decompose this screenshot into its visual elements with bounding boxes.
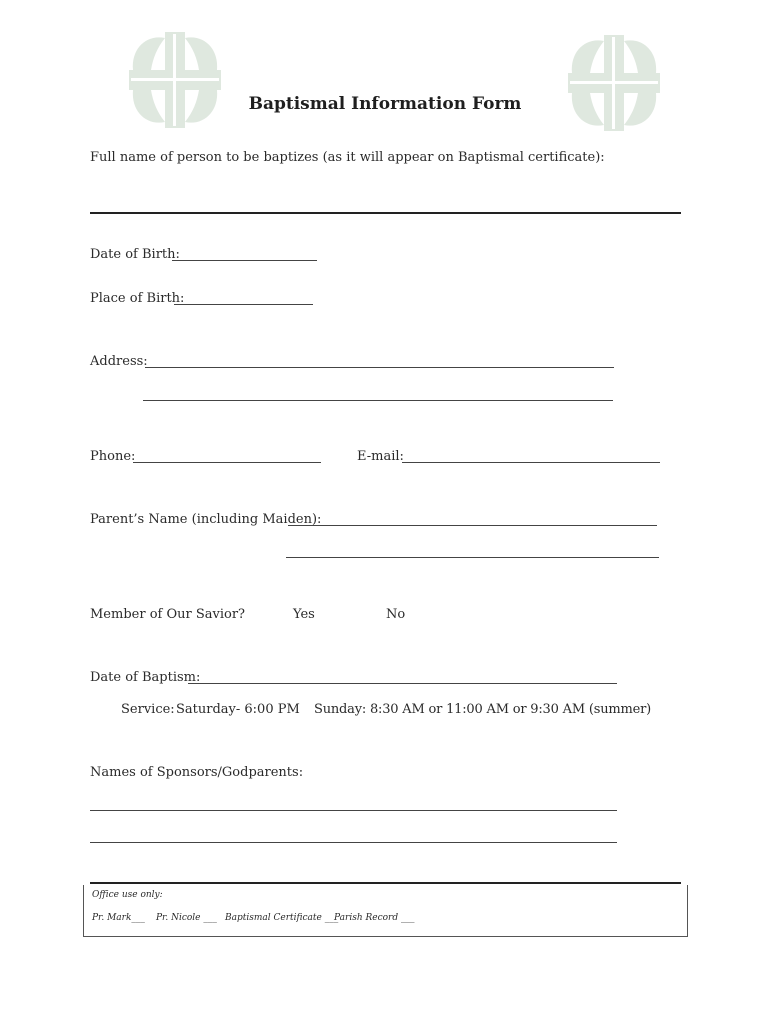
address-label: Address: bbox=[90, 354, 148, 369]
service-saturday-option[interactable]: Saturday- 6:00 PM bbox=[176, 702, 300, 717]
email-field[interactable] bbox=[402, 448, 660, 463]
parents-field-line-1[interactable] bbox=[288, 511, 657, 526]
pob-field[interactable] bbox=[174, 290, 313, 305]
baptism-date-label: Date of Baptism: bbox=[90, 670, 201, 685]
office-use-box bbox=[83, 885, 688, 937]
member-label: Member of Our Savior? bbox=[90, 607, 246, 622]
email-label: E-mail: bbox=[357, 449, 404, 464]
page-title: Baptismal Information Form bbox=[248, 94, 522, 114]
pob-label: Place of Birth: bbox=[90, 291, 185, 306]
baptism-date-field[interactable] bbox=[188, 669, 617, 684]
member-yes-option[interactable]: Yes bbox=[293, 607, 315, 622]
office-item-pr-mark[interactable]: Pr. Mark___ bbox=[92, 913, 145, 923]
dob-field[interactable] bbox=[172, 246, 317, 261]
phone-field[interactable] bbox=[133, 448, 321, 463]
sponsors-field-line-1[interactable] bbox=[90, 796, 617, 811]
dob-label: Date of Birth: bbox=[90, 247, 180, 262]
section-divider bbox=[90, 882, 681, 884]
phone-label: Phone: bbox=[90, 449, 136, 464]
full-name-label: Full name of person to be baptizes (as it will appear on Baptismal certificate): bbox=[90, 150, 605, 165]
sponsors-field-line-2[interactable] bbox=[90, 828, 617, 843]
sponsors-label: Names of Sponsors/Godparents: bbox=[90, 765, 304, 780]
service-label: Service: bbox=[121, 702, 175, 717]
cross-logo-icon bbox=[566, 33, 662, 133]
address-field-line-1[interactable] bbox=[145, 353, 614, 368]
office-item-pr-nicole[interactable]: Pr. Nicole ___ bbox=[156, 913, 217, 923]
office-item-parish-record[interactable]: Parish Record ___ bbox=[334, 913, 415, 923]
office-item-baptismal-certificate[interactable]: Baptismal Certificate ___ bbox=[225, 913, 339, 923]
address-field-line-2[interactable] bbox=[143, 386, 613, 401]
parents-label: Parent’s Name (including Maiden): bbox=[90, 512, 322, 527]
member-no-option[interactable]: No bbox=[386, 607, 406, 622]
office-use-label: Office use only: bbox=[92, 890, 163, 900]
cross-logo-icon bbox=[127, 30, 223, 130]
parents-field-line-2[interactable] bbox=[286, 543, 659, 558]
service-sunday-options[interactable]: Sunday: 8:30 AM or 11:00 AM or 9:30 AM (summer) bbox=[314, 702, 652, 717]
full-name-field[interactable] bbox=[90, 212, 681, 214]
